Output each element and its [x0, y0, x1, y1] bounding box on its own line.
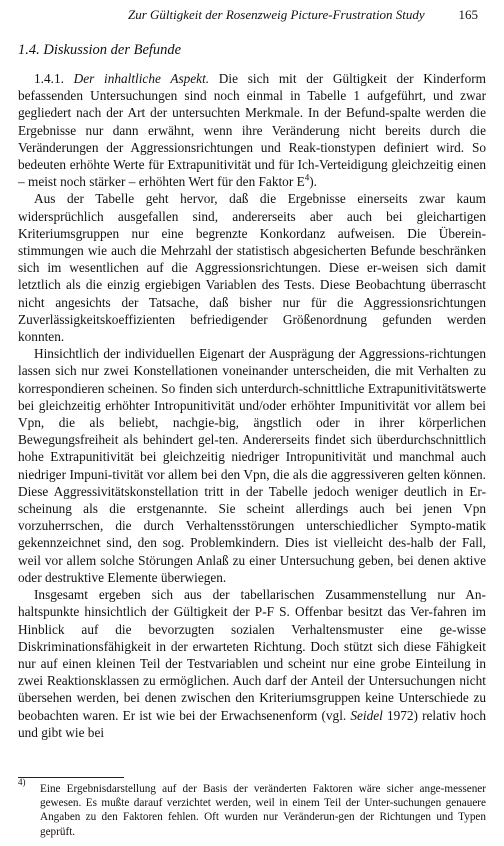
running-title: Zur Gültigkeit der Rosenzweig Picture-Frustration Study: [128, 7, 425, 22]
footnote: 4) Eine Ergebnisdarstellung auf der Basis der veränderten Faktoren wäre sicher ange-messener gewesen. Es mußte darauf verzichtet werden, weil in einem Teil der Unter-suchungen genauere Angaben zu den Faktoren fehlen. Oft wurden nur Veränderun-gen der Richtungen und Typen geprüft.: [18, 777, 486, 838]
paragraph-4: [18, 586, 486, 741]
running-head: [0, 6, 504, 24]
body-text: [18, 70, 486, 741]
paragraph-1-text: Die sich mit der Gültigkeit der Kinderform befassenden Untersuchungen sind noch einmal in Tabelle 1 aufgeführt, und zwar gegliedert nach der Art der untersuchten Merkmale. In der Befund-spalte werden die Ergebnisse nur dann erwähnt, wenn ihre Veränderung nicht bereits durch die Veränderungen der Aggressionsrichtungen und Reak-tionstypen definiert wird. So bedeuten erhöhte Werte für Extrapunitivität und für Ich-Verteidigung gleichzeitig einen – meist noch stärker – erhöhten Wert für den Faktor E: [18, 71, 486, 190]
paragraph-4-text-end: 1972) relativ hoch und gibt wie bei: [18, 707, 486, 740]
subsection-number: 1.4.1.: [34, 71, 64, 86]
page-number: 165: [458, 7, 478, 22]
footnote-reference: 4: [304, 172, 310, 183]
footnote-divider: [18, 777, 124, 778]
paragraph-4-text-start: Insgesamt ergeben sich aus der tabellarischen Zusammenstellung nur An-haltspunkte hinsichtlich der Gültigkeit der P-F S. Offenbar besitzt das Ver-fahren im Hinblick auf die bevorzugten sozialen Verhaltensmuster eine ge-wisse Diskriminationsfähigkeit in der erwarteten Richtung. Doch stützt sich diese Fähigkeit nur auf einen kleinen Teil der Testvariablen und scheint nur eine grobe Einteilung in zwei Reaktionsklassen zu ermöglichen. Auch darf der Anteil der Untersuchungen nicht übersehen werden, bei denen zwischen den Kriteriumsgruppen keine Unterschiede zu beobachten waren. Er ist wie bei der Erwachsenenform (vgl.: [18, 587, 486, 723]
subsection-title: Der inhaltliche Aspekt.: [73, 71, 210, 86]
paragraph-1: [18, 70, 486, 190]
citation-author: Seidel: [350, 707, 383, 723]
paragraph-2: Aus der Tabelle geht hervor, daß die Ergebnisse einerseits zwar kaum widersprüchlich ausgefallen sind, andererseits aber auch bei gleichartigen Kriteriumsgruppen nur eine begrenzte Konkordanz aufweisen. Die Überein-stimmungen wie auch die Mehrzahl der statistisch abgesicherten Befunde beschränken sich im wesentlichen auf die Aggressionsrichtungen. Diese er-weisen sich damit letztlich als die einzig ergiebigen Variablen des Tests. Diese Beobachtung überrascht nicht angesichts der Tatsache, daß bisher nur für die Aggressionsrichtungen Zuverlässigkeitskoeffizienten befriedigender Größenordnung gefunden werden konnten.: [18, 191, 486, 345]
footnote-text: Eine Ergebnisdarstellung auf der Basis der veränderten Faktoren wäre sicher ange-messener gewesen. Es mußte darauf verzichtet werden, weil in einem Teil der Unter-suchungen genauere Angaben zu den Faktoren fehlen. Oft wurden nur Veränderun-gen der Richtungen und Typen geprüft.: [40, 783, 486, 838]
paragraph-1-end: ).: [309, 174, 317, 190]
paragraph-3: Hinsichtlich der individuellen Eigenart der Ausprägung der Aggressions-richtungen lassen sich nur zwei Konstellationen voneinander unterscheiden, die mit Verhalten zu korrespondieren scheinen. So finden sich unterdurch-schnittliche Extrapunitivitätswerte bei gleichzeitig erhöhter Intropunitivität und/oder erhöhter Impunitivität vor allem bei Vpn, die als beliebt, nachgie-big, ängstlich oder in ihrer körperlichen Bewegungsfreiheit als behindert gel-ten. Andererseits findet sich überdurchschnittlich hohe Extrapunitivität bei gleichzeitig niedriger Intropunitivität und manchmal auch niedriger Impuni-tivität vor allem bei den Vpn, die als die aggressiveren gelten können. Diese Aggressivitätskonstellation tritt in der Tabelle jedoch weniger deutlich in Er-scheinung als die erstgenannte. Sie scheint allerdings auch bei jenen Vpn vorzuherrschen, die durch Verhaltensstörungen unterschiedlicher Sympto-matik gekennzeichnet sind, den sog. Problemkindern. Dies ist vielleicht des-halb der Fall, weil vor allem solche Störungen Anlaß zu einer Untersuchung geben, bei denen aktive oder destruktive Elemente überwiegen.: [18, 346, 486, 585]
section-heading: 1.4. Diskussion der Befunde: [18, 42, 182, 58]
